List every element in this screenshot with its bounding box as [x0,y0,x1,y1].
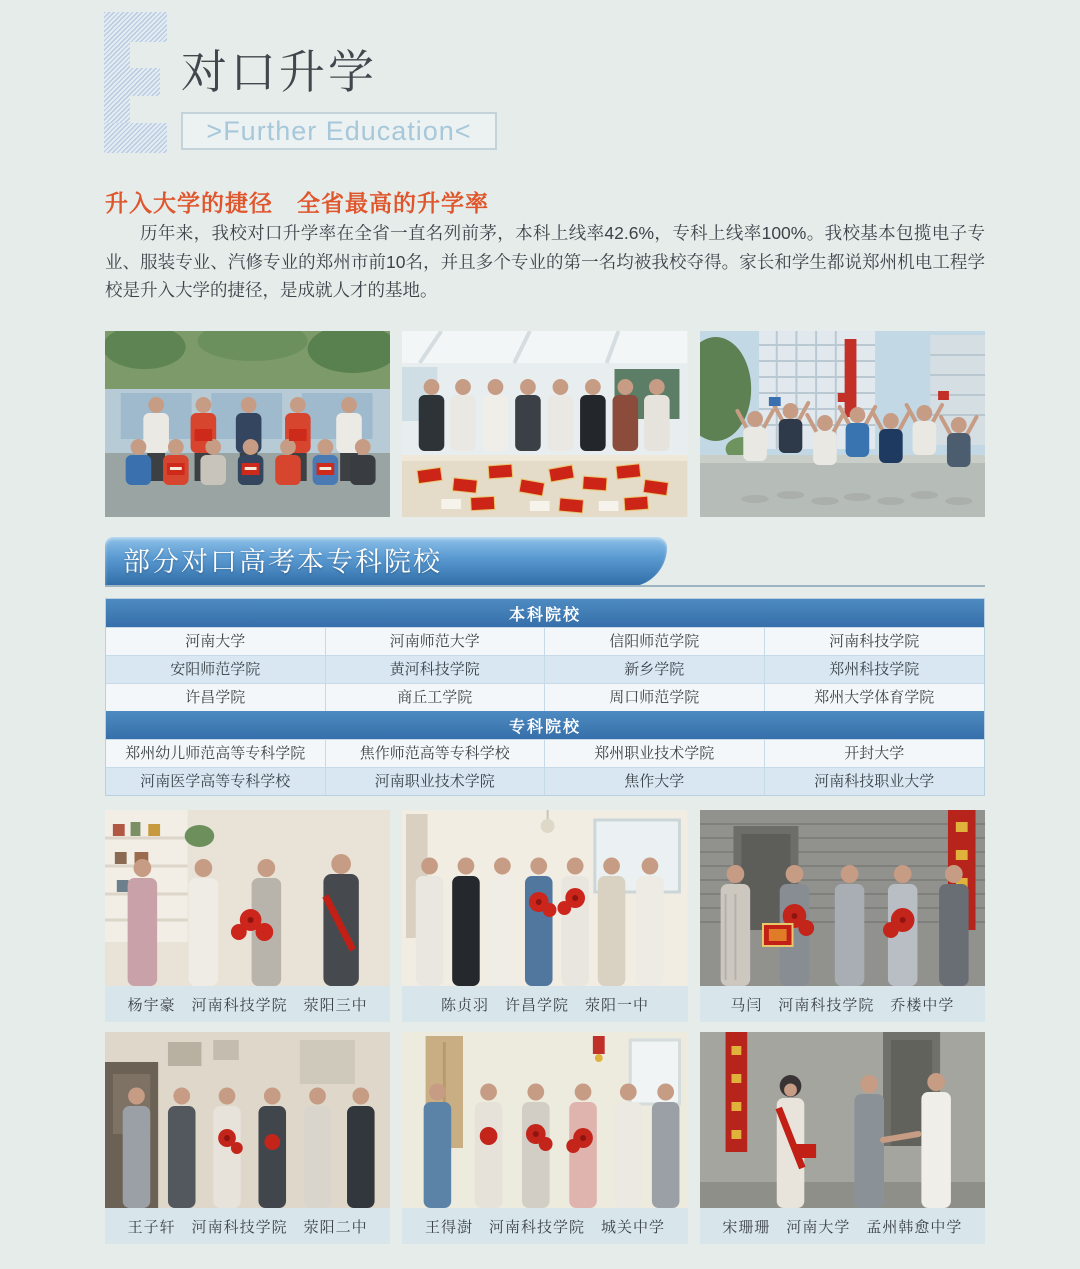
letter-e-bottom-bar [104,123,167,153]
section-banner-underline [105,585,985,587]
photo-wang-deshu [402,1032,687,1208]
table-row [106,767,984,795]
student-photo-card [700,810,985,1022]
table-section-header-benke: 本科院校 [106,599,984,627]
college-cell: 郑州大学体育学院 [765,683,985,711]
photo-caption: 马闫 河南科技学院 乔楼中学 [700,986,985,1022]
table-row [106,683,984,711]
section-banner-tab [105,537,667,587]
college-cell: 郑州职业技术学院 [545,739,765,767]
intro-heading: 升入大学的捷径 全省最高的升学率 [105,190,489,216]
college-cell: 焦作师范高等专科学校 [326,739,546,767]
table-row [106,627,984,655]
photo-yang-yuhao [105,810,390,986]
photo-caption: 杨宇豪 河南科技学院 荥阳三中 [105,986,390,1022]
college-cell: 许昌学院 [106,683,326,711]
photo-caption: 陈贞羽 许昌学院 荥阳一中 [402,986,687,1022]
college-cell: 河南科技职业大学 [765,767,985,795]
student-photo-card [700,1032,985,1244]
college-cell: 周口师范学院 [545,683,765,711]
photo-wang-zixuan [105,1032,390,1208]
letter-e-top-bar [104,12,167,42]
student-photo-card [105,810,390,1022]
table-section-header-zhuanke: 专科院校 [106,711,984,739]
college-cell: 开封大学 [765,739,985,767]
section-banner [105,537,985,587]
photo-caption: 王得澍 河南科技学院 城关中学 [402,1208,687,1244]
college-cell: 河南大学 [106,627,326,655]
table-row [106,655,984,683]
college-table [105,598,985,796]
college-cell: 焦作大学 [545,767,765,795]
section-banner-title: 部分对口高考本专科院校 [123,547,442,577]
top-photo-row [105,331,985,517]
photo-classroom-certificates [402,331,687,517]
letter-e-mid-bar [104,68,160,96]
photo-caption: 王子轩 河南科技学院 荥阳二中 [105,1208,390,1244]
intro-paragraph: 历年来，我校对口升学率在全省一直名列前茅，本科上线率42.6%，专科上线率100%。我校基本包揽电子专业、服装专业、汽修专业的郑州市前10名，并且多个专业的第一名均被我校夺得。家长和学生都说郑州机电工程学校是升入大学的捷径，是成就人才的基地。 [105,223,985,300]
college-cell: 河南师范大学 [326,627,546,655]
photo-chen-zhenyu [402,810,687,986]
photo-students-jumping [700,331,985,517]
student-photo-card [105,1032,390,1244]
student-photo-grid [105,810,985,1244]
page-subtitle: >Further Education< [206,115,472,146]
college-cell: 信阳师范学院 [545,627,765,655]
college-cell: 河南医学高等专科学校 [106,767,326,795]
college-cell: 河南科技学院 [765,627,985,655]
page-title: 对口升学 [181,46,377,98]
photo-campus-group [105,331,390,517]
college-cell: 新乡学院 [545,655,765,683]
college-cell: 郑州科技学院 [765,655,985,683]
student-photo-card [402,1032,687,1244]
college-cell: 黄河科技学院 [326,655,546,683]
page-subtitle-box [181,112,497,150]
photo-song-shanshan [700,1032,985,1208]
student-photo-card [402,810,687,1022]
photo-ma-yan [700,810,985,986]
college-cell: 郑州幼儿师范高等专科学院 [106,739,326,767]
photo-caption: 宋珊珊 河南大学 孟州韩愈中学 [700,1208,985,1244]
college-cell: 安阳师范学院 [106,655,326,683]
decorative-letter-e [104,12,167,153]
table-row [106,739,984,767]
college-cell: 商丘工学院 [326,683,546,711]
college-cell: 河南职业技术学院 [326,767,546,795]
